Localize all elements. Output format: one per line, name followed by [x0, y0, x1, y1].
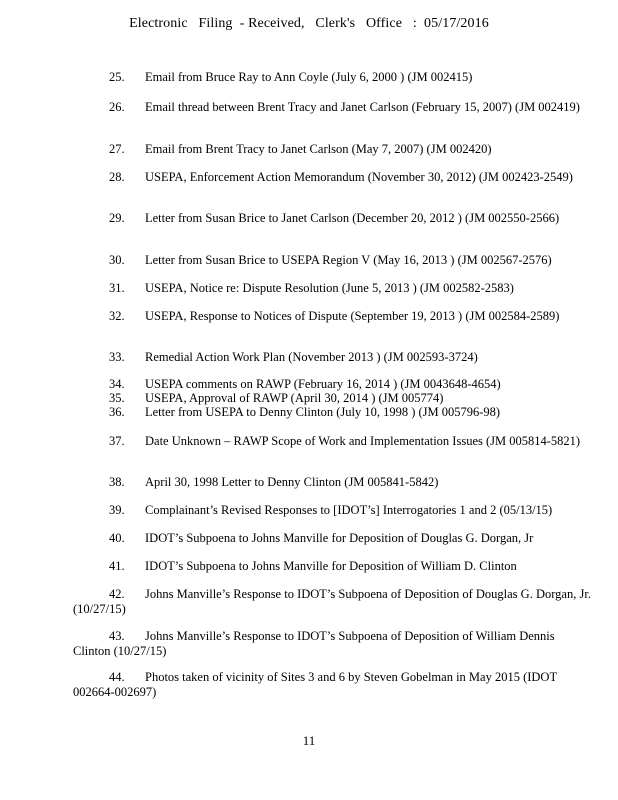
item-number: 30. — [109, 253, 125, 267]
list-item — [73, 281, 593, 296]
list-item — [73, 211, 593, 226]
item-number: 29. — [109, 211, 125, 225]
list-item — [73, 475, 593, 490]
item-text: USEPA, Approval of RAWP (April 30, 2014 ) (JM 005774) — [145, 391, 444, 405]
item-number: 32. — [109, 309, 125, 323]
item-number: 44. — [109, 670, 125, 684]
item-text: USEPA, Notice re: Dispute Resolution (June 5, 2013 ) (JM 002582-2583) — [145, 281, 514, 295]
list-item — [73, 531, 593, 546]
item-number: 42. — [109, 587, 125, 601]
item-number: 40. — [109, 531, 125, 545]
item-number: 31. — [109, 281, 125, 295]
list-item — [73, 587, 593, 617]
item-text: Photos taken of vicinity of Sites 3 and 6 by Steven Gobelman in May 2015 (IDOT 002664-002697) — [73, 670, 557, 699]
item-number: 43. — [109, 629, 125, 643]
item-text: Letter from Susan Brice to USEPA Region V (May 16, 2013 ) (JM 002567-2576) — [145, 253, 552, 267]
list-item — [73, 170, 593, 185]
list-item — [73, 391, 593, 406]
item-text: Letter from USEPA to Denny Clinton (July 10, 1998 ) (JM 005796-98) — [145, 405, 501, 419]
item-text: Letter from Susan Brice to Janet Carlson (December 20, 2012 ) (JM 002550-2566) — [145, 211, 560, 225]
item-text: USEPA, Response to Notices of Dispute (September 19, 2013 ) (JM 002584-2589) — [145, 309, 560, 323]
item-number: 36. — [109, 405, 125, 419]
item-text: USEPA, Enforcement Action Memorandum (November 30, 2012) (JM 002423-2549) — [145, 170, 573, 184]
item-text: USEPA comments on RAWP (February 16, 2014 ) (JM 0043648-4654) — [145, 377, 501, 391]
item-text: Remedial Action Work Plan (November 2013 ) (JM 002593-3724) — [145, 350, 478, 364]
item-text: IDOT’s Subpoena to Johns Manville for Deposition of William D. Clinton — [145, 559, 517, 573]
item-number: 27. — [109, 142, 125, 156]
list-item — [73, 503, 593, 518]
item-number: 41. — [109, 559, 125, 573]
item-text: Email from Bruce Ray to Ann Coyle (July 6, 2000 ) (JM 002415) — [145, 70, 473, 84]
item-text: Date Unknown – RAWP Scope of Work and Implementation Issues (JM 005814-5821) — [145, 434, 581, 448]
item-text: April 30, 1998 Letter to Denny Clinton (JM 005841-5842) — [145, 475, 439, 489]
list-item — [73, 377, 593, 392]
item-text: Email from Brent Tracy to Janet Carlson (May 7, 2007) (JM 002420) — [145, 142, 492, 156]
item-number: 28. — [109, 170, 125, 184]
item-number: 35. — [109, 391, 125, 405]
item-text: Email thread between Brent Tracy and Janet Carlson (February 15, 2007) (JM 002419) — [145, 100, 580, 114]
list-item — [73, 434, 593, 449]
list-item — [73, 100, 593, 115]
page-number: 11 — [302, 733, 316, 748]
item-text: IDOT’s Subpoena to Johns Manville for Deposition of Douglas G. Dorgan, Jr — [145, 531, 534, 545]
list-item — [73, 559, 593, 574]
item-number: 39. — [109, 503, 125, 517]
list-item — [73, 629, 593, 659]
filing-header-text: Electronic Filing - Received, Clerk's Office : 05/17/2016 — [129, 16, 489, 31]
item-number: 26. — [109, 100, 125, 114]
item-text: Johns Manville’s Response to IDOT’s Subpoena of Deposition of Douglas G. Dorgan, Jr. (10/27/15) — [73, 587, 591, 616]
item-number: 25. — [109, 70, 125, 84]
list-item — [73, 405, 593, 420]
item-number: 38. — [109, 475, 125, 489]
item-text: Johns Manville’s Response to IDOT’s Subpoena of Deposition of William Dennis Clinton (10/27/15) — [73, 629, 555, 658]
item-number: 37. — [109, 434, 125, 448]
list-item — [73, 670, 593, 700]
item-number: 34. — [109, 377, 125, 391]
item-number: 33. — [109, 350, 125, 364]
list-item — [73, 309, 593, 324]
list-item — [73, 350, 593, 365]
list-item — [73, 253, 593, 268]
list-item — [73, 142, 593, 157]
filing-header — [0, 16, 618, 32]
item-text: Complainant’s Revised Responses to [IDOT’s] Interrogatories 1 and 2 (05/13/15) — [145, 503, 553, 517]
list-item — [73, 70, 593, 85]
